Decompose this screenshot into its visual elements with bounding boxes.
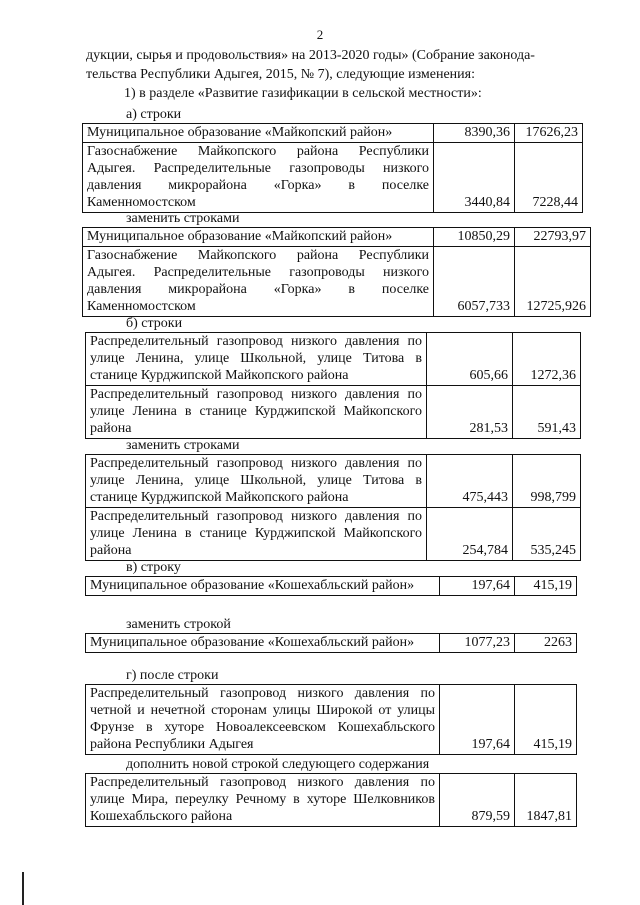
section-label: в) строку xyxy=(126,560,181,575)
row-value-1: 605,66 xyxy=(427,333,513,386)
row-value-2: 535,245 xyxy=(513,508,581,561)
row-value-1: 254,784 xyxy=(427,508,513,561)
row-value-1: 3440,84 xyxy=(434,143,515,213)
section-label: г) после строки xyxy=(126,668,219,683)
row-name: Распределительный газопровод низкого давления по улице Ленина в станице Курджипской Майкопского района xyxy=(86,508,427,561)
row-name: Распределительный газопровод низкого давления по улице Мира, переулку Речному в хуторе Шелковников Кошехабльского района xyxy=(86,774,440,827)
row-value-1: 197,64 xyxy=(440,685,515,755)
row-value-1: 6057,733 xyxy=(434,247,515,317)
table-row xyxy=(86,774,577,827)
row-name: Распределительный газопровод низкого давления по улице Ленина в станице Курджипской Майкопского района xyxy=(86,386,427,439)
intro-paragraph xyxy=(86,46,580,103)
amendment-table xyxy=(85,576,577,596)
row-name: Газоснабжение Майкопского района Республики Адыгея. Распределительные газопроводы низкого давления микрорайона «Горка» в поселке Каменномостском xyxy=(83,143,434,213)
row-value-2: 591,43 xyxy=(513,386,581,439)
row-value-2: 22793,97 xyxy=(515,228,591,247)
row-value-2: 17626,23 xyxy=(515,124,583,143)
row-name: Газоснабжение Майкопского района Республики Адыгея. Распределительные газопроводы низкого давления микрорайона «Горка» в поселке Каменномостском xyxy=(83,247,434,317)
table-row xyxy=(83,247,591,317)
table-row xyxy=(86,685,577,755)
table-row xyxy=(86,455,581,508)
table-row xyxy=(83,124,583,143)
amendment-table xyxy=(85,684,577,755)
section-label: б) строки xyxy=(126,316,183,331)
row-value-1: 475,443 xyxy=(427,455,513,508)
row-name: Муниципальное образование «Кошехабльский район» xyxy=(86,577,440,596)
row-name: Распределительный газопровод низкого давления по четной и нечетной сторонам улицы Широкой от улицы Фрунзе в хуторе Новоалексеевском Кошехабльского района Республики Адыгея xyxy=(86,685,440,755)
section-label: заменить строками xyxy=(126,211,240,226)
table-row xyxy=(83,228,591,247)
row-value-2: 415,19 xyxy=(515,685,577,755)
row-name: Распределительный газопровод низкого давления по улице Ленина, улице Школьной, улице Титова в станице Курджипской Майкопского района xyxy=(86,333,427,386)
row-value-1: 1077,23 xyxy=(440,634,515,653)
row-name: Муниципальное образование «Майкопский район» xyxy=(83,124,434,143)
row-value-1: 197,64 xyxy=(440,577,515,596)
row-value-2: 1847,81 xyxy=(515,774,577,827)
row-value-2: 1272,36 xyxy=(513,333,581,386)
table-row xyxy=(86,577,577,596)
section-label: заменить строками xyxy=(126,438,240,453)
section-label: а) строки xyxy=(126,107,182,122)
table-row xyxy=(83,143,583,213)
intro-line: дукции, сырья и продовольствия» на 2013-2020 годы» (Собрание законода- xyxy=(86,48,535,63)
amendment-table xyxy=(85,633,577,653)
table-row xyxy=(86,634,577,653)
section-label: дополнить новой строкой следующего содержания xyxy=(126,757,430,772)
row-name: Муниципальное образование «Кошехабльский район» xyxy=(86,634,440,653)
amendment-table xyxy=(85,773,577,827)
row-value-2: 2263 xyxy=(515,634,577,653)
row-value-1: 879,59 xyxy=(440,774,515,827)
row-value-2: 415,19 xyxy=(515,577,577,596)
row-value-2: 7228,44 xyxy=(515,143,583,213)
row-name: Распределительный газопровод низкого давления по улице Ленина, улице Школьной, улице Титова в станице Курджипской Майкопского района xyxy=(86,455,427,508)
amendment-table xyxy=(82,123,583,213)
amendment-table xyxy=(85,332,581,439)
section-label: заменить строкой xyxy=(126,617,231,632)
amendment-table xyxy=(82,227,591,317)
row-value-1: 10850,29 xyxy=(434,228,515,247)
row-value-1: 281,53 xyxy=(427,386,513,439)
row-value-1: 8390,36 xyxy=(434,124,515,143)
row-value-2: 12725,926 xyxy=(515,247,591,317)
page-number: 2 xyxy=(316,27,324,42)
amendment-table xyxy=(85,454,581,561)
table-row xyxy=(86,386,581,439)
table-row xyxy=(86,333,581,386)
intro-line: тельства Республики Адыгея, 2015, № 7), следующие изменения: xyxy=(86,67,475,82)
intro-line: 1) в разделе «Развитие газификации в сельской местности»: xyxy=(124,86,482,101)
table-row xyxy=(86,508,581,561)
row-value-2: 998,799 xyxy=(513,455,581,508)
row-name: Муниципальное образование «Майкопский район» xyxy=(83,228,434,247)
scan-edge-mark xyxy=(22,872,24,905)
